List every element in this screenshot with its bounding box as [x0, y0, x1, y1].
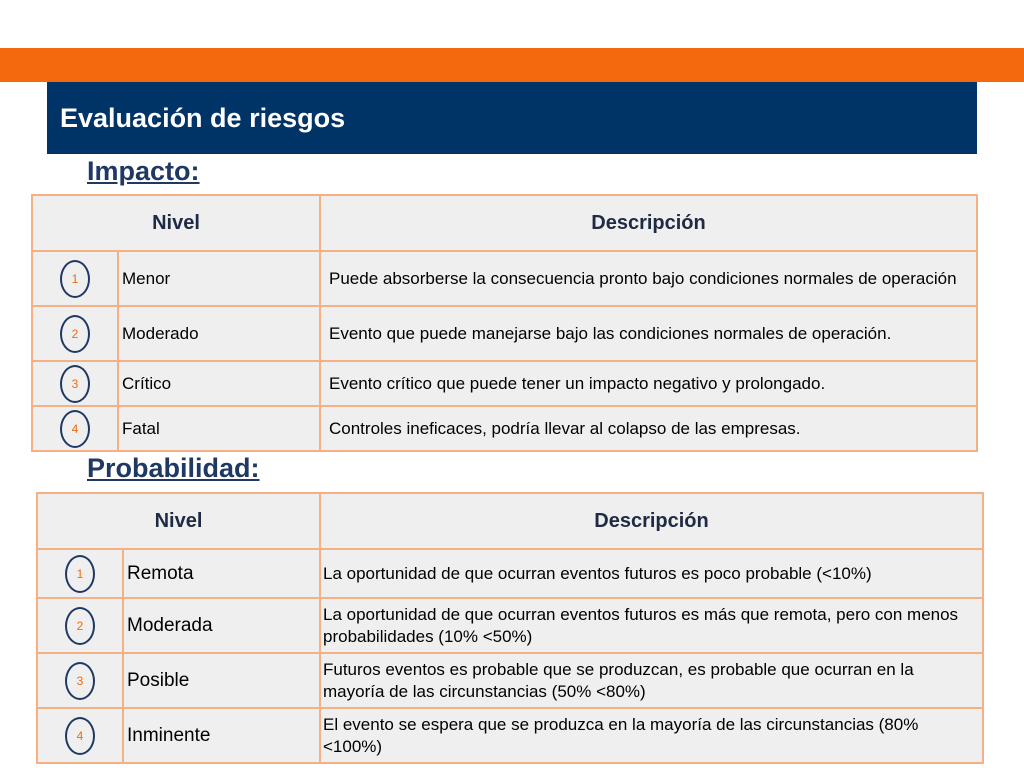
table-header-row	[37, 493, 983, 549]
level-badge: 2	[60, 315, 90, 353]
level-badge: 4	[60, 410, 90, 448]
level-name: Menor	[118, 251, 320, 306]
table-row	[37, 708, 983, 763]
col-header-description: Descripción	[320, 195, 977, 251]
impacto-table	[31, 194, 978, 452]
level-name: Crítico	[118, 361, 320, 406]
level-badge: 2	[65, 607, 95, 645]
col-header-level: Nivel	[32, 195, 320, 251]
level-description: Futuros eventos es probable que se produzcan, es probable que ocurran en la mayoría de las circunstancias (50% <80%)	[320, 653, 983, 708]
level-name: Posible	[123, 653, 320, 708]
level-name: Remota	[123, 549, 320, 598]
level-name: Moderada	[123, 598, 320, 653]
probabilidad-heading: Probabilidad:	[87, 453, 260, 483]
table-row	[32, 361, 977, 406]
level-name: Moderado	[118, 306, 320, 361]
level-description: Evento crítico que puede tener un impacto negativo y prolongado.	[320, 361, 977, 406]
level-description: Puede absorberse la consecuencia pronto bajo condiciones normales de operación	[320, 251, 977, 306]
level-description: Evento que puede manejarse bajo las condiciones normales de operación.	[320, 306, 977, 361]
col-header-level: Nivel	[37, 493, 320, 549]
level-badge: 4	[65, 717, 95, 755]
table-row	[37, 549, 983, 598]
impacto-heading: Impacto:	[87, 156, 200, 186]
table-row	[32, 306, 977, 361]
level-description: El evento se espera que se produzca en la mayoría de las circunstancias (80% <100%)	[320, 708, 983, 763]
probabilidad-table	[36, 492, 984, 764]
level-badge: 1	[60, 260, 90, 298]
level-name: Fatal	[118, 406, 320, 451]
level-badge: 1	[65, 555, 95, 593]
level-description: La oportunidad de que ocurran eventos futuros es poco probable (<10%)	[320, 549, 983, 598]
col-header-description: Descripción	[320, 493, 983, 549]
table-row	[37, 653, 983, 708]
table-row	[32, 251, 977, 306]
level-badge: 3	[60, 365, 90, 403]
table-row	[37, 598, 983, 653]
page-title: Evaluación de riesgos	[60, 102, 346, 133]
level-badge: 3	[65, 662, 95, 700]
table-row	[32, 406, 977, 451]
table-header-row	[32, 195, 977, 251]
level-description: La oportunidad de que ocurran eventos futuros es más que remota, pero con menos probabilidades (10% <50%)	[320, 598, 983, 653]
top-accent-bar	[0, 48, 1024, 82]
level-name: Inminente	[123, 708, 320, 763]
level-description: Controles ineficaces, podría llevar al colapso de las empresas.	[320, 406, 977, 451]
title-banner	[47, 82, 977, 154]
